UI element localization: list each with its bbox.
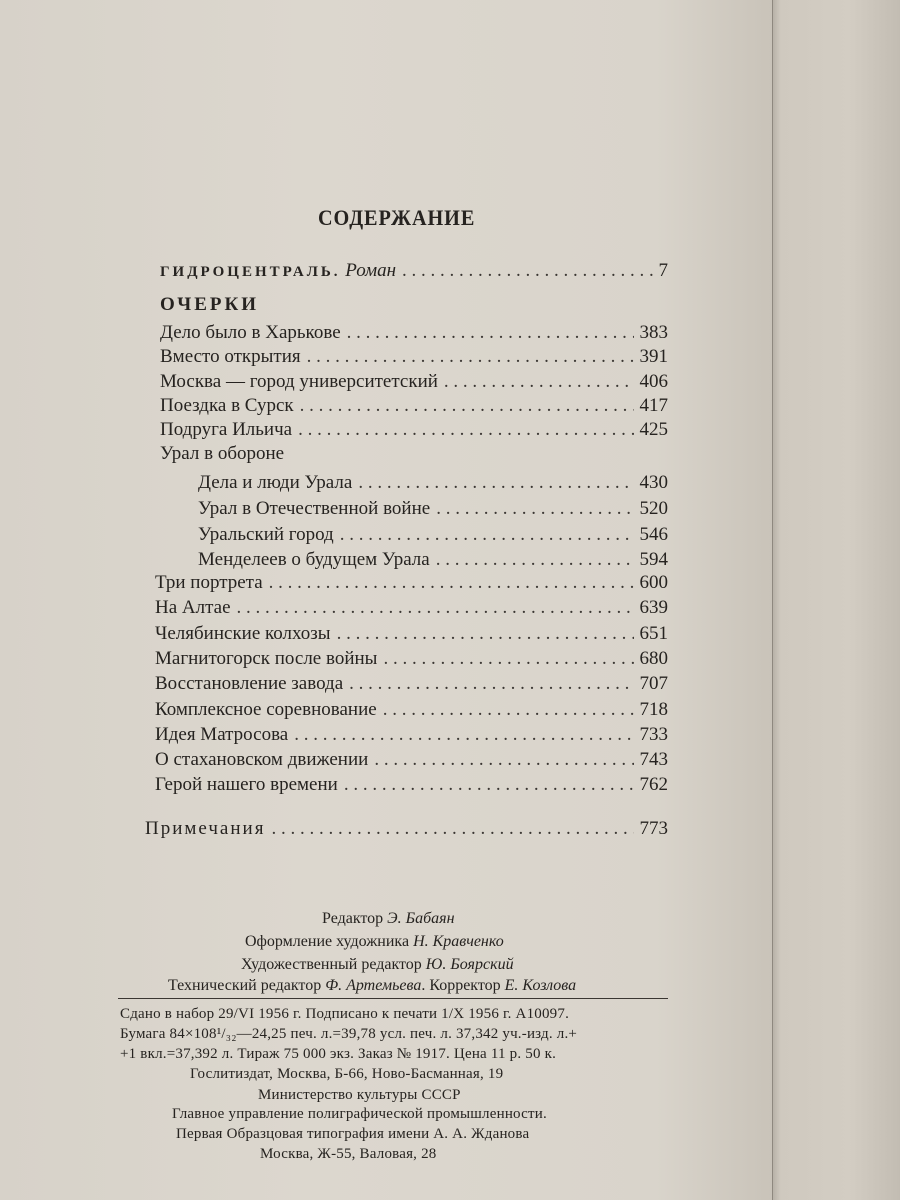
toc-main-title: ГИДРОЦЕНТРАЛЬ.	[160, 264, 341, 280]
imprint-line: +1 вкл.=37,392 л. Тираж 75 000 экз. Заказ № 1917. Цена 11 р. 50 к.	[120, 1046, 557, 1062]
toc-page-number: 639	[639, 597, 668, 619]
toc-entry-label: Идея Матросова	[155, 723, 289, 745]
dot-leader	[374, 747, 633, 773]
toc-main-subtitle: Роман	[345, 260, 397, 281]
imprint-line: Главное управление полиграфической промышленности.	[172, 1106, 547, 1122]
toc-entry	[160, 417, 668, 443]
dot-leader	[337, 621, 634, 647]
toc-page-number: 773	[639, 818, 668, 839]
toc-entry	[155, 772, 668, 798]
toc-page-number: 430	[639, 472, 668, 493]
dot-leader	[298, 417, 633, 443]
dot-leader	[307, 344, 634, 370]
toc-entry-main	[160, 258, 668, 284]
toc-entry	[198, 496, 668, 522]
toc-entry-label: Восстановление завода	[155, 673, 344, 695]
toc-entry	[155, 621, 668, 647]
dot-leader	[402, 258, 652, 284]
toc-page-number: 383	[639, 322, 668, 343]
credit-tech-editor: Технический редактор Ф. Артемьева. Корректор Е. Козлова	[168, 977, 577, 994]
page-stack-edge	[772, 0, 900, 1200]
toc-page-number: 718	[639, 698, 668, 720]
toc-entry-label: Герой нашего времени	[155, 774, 338, 796]
toc-page-number: 762	[639, 774, 668, 796]
toc-entry-label: Менделеев о будущем Урала	[198, 549, 430, 571]
dot-leader	[300, 393, 634, 419]
toc-page-number: 594	[639, 549, 668, 571]
toc-page-number: 733	[639, 723, 668, 745]
section-heading: ОЧЕРКИ	[160, 294, 260, 315]
toc-page-number: 651	[639, 622, 668, 644]
dot-leader	[444, 369, 634, 395]
toc-entry	[198, 522, 668, 548]
imprint-line: Москва, Ж-55, Валовая, 28	[260, 1146, 437, 1162]
toc-entry	[155, 722, 668, 748]
imprint-line: Гослитиздат, Москва, Б-66, Ново-Басманная, 19	[190, 1066, 504, 1082]
toc-page-number: 520	[639, 497, 668, 519]
toc-page-number: 743	[639, 749, 668, 771]
toc-entry	[155, 595, 668, 621]
toc-page-number: 406	[639, 370, 668, 392]
dot-leader	[436, 496, 633, 522]
page-title: СОДЕРЖАНИЕ	[318, 205, 476, 230]
credit-editor: Редактор Э. Бабаян	[322, 910, 455, 927]
toc-entry	[155, 646, 668, 672]
toc-page-number: 680	[639, 647, 668, 669]
toc-page-number: 7	[658, 260, 668, 281]
toc-page-number: 546	[639, 523, 668, 545]
toc-entry	[160, 369, 668, 395]
toc-entry-label: Уральский город	[198, 523, 334, 545]
toc-entry-label: Подруга Ильича	[160, 419, 293, 441]
toc-entry-label: О стахановском движении	[155, 749, 369, 771]
toc-entry-label: Поездка в Сурск	[160, 394, 294, 416]
credit-art-editor: Художественный редактор Ю. Боярский	[241, 956, 514, 973]
toc-entry-label: Три портрета	[155, 572, 263, 593]
toc-entry-label: Москва — город университетский	[160, 370, 438, 392]
toc-entry-label: Примечания	[145, 818, 266, 839]
toc-entry	[198, 470, 668, 496]
toc-entry	[155, 570, 668, 596]
toc-entry-notes	[145, 816, 668, 842]
divider-line	[118, 998, 668, 999]
group-heading: Урал в обороне	[160, 443, 285, 464]
toc-entry-label: Челябинские колхозы	[155, 622, 331, 644]
toc-entry-label: На Алтае	[155, 597, 231, 619]
toc-page-number: 600	[639, 572, 668, 593]
credit-design: Оформление художника Н. Кравченко	[245, 933, 504, 950]
toc-entry-label: Комплексное соревнование	[155, 698, 377, 720]
imprint-line: Министерство культуры СССР	[258, 1087, 461, 1103]
imprint-line: Первая Образцовая типография имени А. А. Жданова	[176, 1126, 530, 1142]
imprint-line: Сдано в набор 29/VI 1956 г. Подписано к печати 1/X 1956 г. А10097.	[120, 1006, 570, 1022]
toc-page-number: 707	[639, 673, 668, 695]
dot-leader	[344, 772, 634, 798]
toc-entry-label: Магнитогорск после войны	[155, 647, 378, 669]
toc-entry-label: Урал в Отечественной войне	[198, 497, 431, 519]
toc-entry	[155, 671, 668, 697]
toc-entry	[155, 697, 668, 723]
dot-leader	[347, 320, 634, 346]
dot-leader	[237, 595, 634, 621]
dot-leader	[383, 646, 633, 672]
toc-page-number: 425	[639, 419, 668, 441]
toc-entry-label: Вместо открытия	[160, 346, 301, 368]
toc-entry	[160, 320, 668, 346]
dot-leader	[340, 522, 634, 548]
dot-leader	[294, 722, 633, 748]
dot-leader	[358, 470, 633, 496]
dot-leader	[269, 570, 634, 596]
toc-entry	[155, 747, 668, 773]
imprint-line: Бумага 84×108¹/₃₂—24,25 печ. л.=39,78 усл. печ. л. 37,342 уч.-изд. л.+	[120, 1026, 578, 1042]
toc-page-number: 417	[639, 394, 668, 416]
dot-leader	[271, 816, 633, 842]
toc-entry-label: Дело было в Харькове	[160, 322, 341, 343]
toc-entry	[160, 393, 668, 419]
toc-entry-label: Дела и люди Урала	[198, 472, 353, 493]
toc-page-number: 391	[639, 346, 668, 368]
dot-leader	[349, 671, 633, 697]
dot-leader	[383, 697, 634, 723]
toc-entry	[160, 344, 668, 370]
